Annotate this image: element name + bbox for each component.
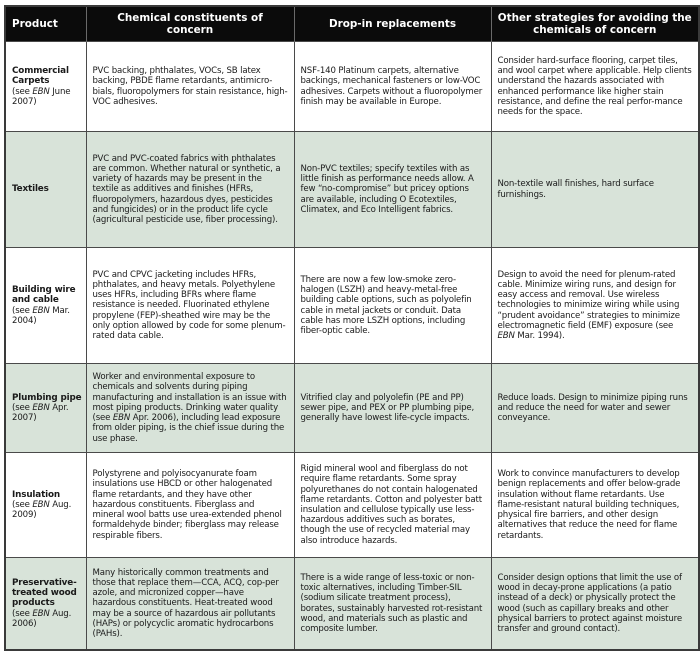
header-strategies: Other strategies for avoiding the chemicals of concern — [491, 6, 699, 42]
table-row-commercial-carpets — [5, 42, 699, 132]
product-reference — [12, 403, 84, 423]
reference-date: Aug. 2006) — [12, 608, 72, 629]
product-cell — [5, 42, 86, 132]
reference-date: June 2007) — [12, 86, 71, 107]
strategies-cell: Consider hard-surface flooring, carpet tiles, and wool carpet where applicable. Help clients understand the hazards associated with enhanced performance like higher stain resistance, and define the real perfor-mance needs for the space. — [491, 42, 699, 132]
chemicals-cell: PVC and PVC-coated fabrics with phthalates are common. Whether natural or synthetic, a variety of hazards may be present in the textile as additives and finishes (HFRs, fluoropolymers, hazardous dyes, pesticides and fungicides) or in the product life cycle (agricultural pesticide use, fiber processing). — [86, 132, 294, 248]
strategies-publication: EBN — [497, 331, 515, 341]
reference-prefix: (see — [12, 86, 33, 97]
table-row-building-wire — [5, 248, 699, 364]
reference-prefix: (see — [12, 608, 33, 619]
table-header — [5, 6, 699, 42]
chemicals-text: Worker and environmental exposure to chemicals and solvents during piping manufacturing and installation is an issue with most piping products. Drinking water quality (see — [92, 372, 287, 424]
strategies-text: Design to avoid the need for plenum-rated cable. Minimize wiring runs, and design for easy access and removal. Use wireless technologies to minimize wiring while using “prudent avoidance” strategies to minimize electromagnetic field (EMF) exposure (see — [497, 269, 680, 331]
replacements-cell: Rigid mineral wool and fiberglass do not require flame retardants. Some spray polyurethanes do not contain halogenated flame retardants. Cotton and polyester batt insulation and cellulose typically use less-hazardous additives such as borates, though the use of recycled material may also introduce hazards. — [294, 453, 491, 558]
chemicals-cell: Polystyrene and polyisocyanurate foam insulations use HBCD or other halogenated flame retardants, and they have other hazardous constituents. Fiberglass and mineral wool batts use urea-extended phenol formaldehyde binder; fiberglass may release respirable fibers. — [86, 453, 294, 558]
strategies-cell — [491, 248, 699, 364]
reference-publication: EBN — [32, 305, 50, 316]
table-row-treated-wood — [5, 558, 699, 651]
chemicals-of-concern-table — [4, 5, 700, 651]
product-cell — [5, 558, 86, 651]
table-row-textiles — [5, 132, 699, 248]
product-name: Preservative-treated wood products — [12, 577, 77, 609]
product-reference — [12, 87, 84, 107]
reference-date: Apr. 2007) — [12, 402, 69, 424]
chemicals-cell: PVC backing, phthalates, VOCs, SB latex backing, PBDE flame retardants, antimicro-bials, fluoropolymers for stain resistance, high-VOC adhesives. — [86, 42, 294, 132]
product-name: Building wire and cable — [12, 285, 76, 306]
header-chemicals: Chemical constituents of concern — [86, 6, 294, 42]
strategies-tail: Mar. 1994). — [514, 331, 565, 341]
replacements-cell: Non-PVC textiles; specify textiles with as little finish as performance needs allow. A few “no-compromise” but pricey options are available, including O Ecotextiles, Climatex, and Eco Intelligent fabrics. — [294, 132, 491, 248]
product-cell — [5, 248, 86, 364]
reference-prefix: (see — [12, 402, 33, 413]
reference-publication: EBN — [32, 86, 50, 97]
header-row — [5, 6, 699, 42]
strategies-cell: Reduce loads. Design to minimize piping runs and reduce the need for water and sewer conveyance. — [491, 364, 699, 453]
product-name: Textiles — [12, 184, 49, 195]
replacements-cell: NSF-140 Platinum carpets, alternative backings, mechanical fasteners or low-VOC adhesives. Carpets without a fluoropolymer finish may be available in Europe. — [294, 42, 491, 132]
reference-publication: EBN — [32, 402, 50, 413]
product-reference — [12, 500, 84, 520]
chemicals-publication: EBN — [112, 413, 131, 424]
strategies-cell: Non-textile wall finishes, hard surface furnishings. — [491, 132, 699, 248]
chemicals-cell: Many historically common treatments and those that replace them—CCA, ACQ, cop-per azole, and micronized copper—have hazardous constituents. Heat-treated wood may be a source of hazardous air pollutants (HAPs) or polycyclic aromatic hydrocarbons (PAHs). — [86, 558, 294, 651]
chemicals-tail: Apr. 2006), including lead exposure from older piping, is the chief issue during the use phase. — [92, 413, 285, 444]
reference-date: Mar. 2004) — [12, 305, 70, 326]
product-cell — [5, 132, 86, 248]
reference-prefix: (see — [12, 499, 33, 510]
product-reference — [12, 609, 84, 629]
product-cell — [5, 364, 86, 453]
replacements-cell: There are now a few low-smoke zero-halogen (LSZH) and heavy-metal-free building cable options, such as polyolefin cable in metal jackets or conduit. Data cable has more LSZH options, including fiber-optic cable. — [294, 248, 491, 364]
replacements-cell: There is a wide range of less-toxic or non-toxic alternatives, including Timber-SIL (sodium silicate treatment process), borates, sustainably harvested rot-resistant wood, and materials such as plastic and composite lumber. — [294, 558, 491, 651]
chemicals-cell: PVC and CPVC jacketing includes HFRs, phthalates, and heavy metals. Polyethylene uses HFRs, including BFRs where flame resistance is needed. Fluorinated ethylene propylene (FEP)-sheathed wire may be the only option allowed by code for some plenum-rated data cable. — [86, 248, 294, 364]
product-name: Insulation — [12, 489, 61, 500]
strategies-cell: Consider design options that limit the use of wood in decay-prone applications (a patio instead of a deck) or physically protect the wood (such as capillary breaks and other physical barriers to protect against moisture transfer and ground contact). — [491, 558, 699, 651]
header-product: Product — [5, 6, 86, 42]
replacements-cell: Vitrified clay and polyolefin (PE and PP) sewer pipe, and PEX or PP plumbing pipe, generally have lowest life-cycle impacts. — [294, 364, 491, 453]
chemicals-cell — [86, 364, 294, 453]
strategies-cell: Work to convince manufacturers to develop benign replacements and offer below-grade insulation without flame retardants. Use flame-resistant natural building techniques, physical fire barriers, and other design alternatives that reduce the need for flame retardants. — [491, 453, 699, 558]
reference-date: Aug. 2009) — [12, 499, 72, 521]
product-reference — [12, 306, 84, 326]
table-row-plumbing-pipe — [5, 364, 699, 453]
table-body — [5, 42, 699, 651]
table-row-insulation — [5, 453, 699, 558]
reference-prefix: (see — [12, 305, 33, 316]
reference-publication: EBN — [32, 608, 50, 619]
product-cell — [5, 453, 86, 558]
reference-publication: EBN — [32, 499, 50, 510]
product-name: Plumbing pipe — [12, 392, 82, 403]
header-replacements: Drop-in replacements — [294, 6, 491, 42]
product-name: Commercial Carpets — [12, 66, 69, 87]
